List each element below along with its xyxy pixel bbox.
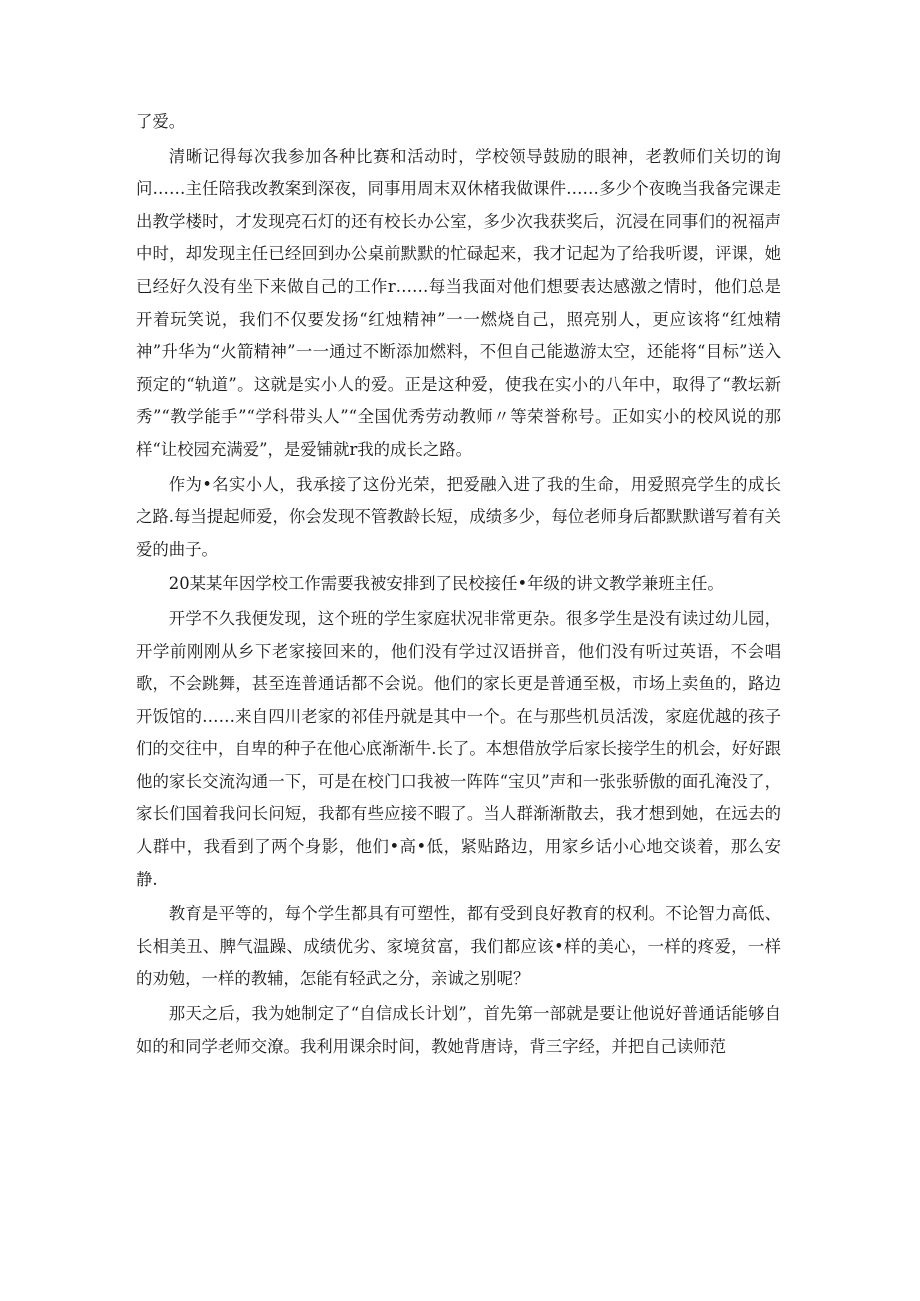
document-page bbox=[136, 106, 781, 1065]
paragraph-2: 清晰记得每次我参加各种比赛和活动时，学校领导鼓励的眼神，老教师们关切的询问……主任陪我改教案到深夜，同事用周末双休楮我做课件……多少个夜晚当我备完课走出教学楼时，才发现亮石灯的还有校长办公室，多少次我获奖后，沉浸在同事们的祝福声中时，却发现主任已经回到办公桌前默默的忙碌起来，我才记起为了给我听谡，评课，她已经好久没有坐下来做自己的工作r……每当我面对他们想要表达感激之情时，他们总是开着玩笑说，我们不仅要发扬“红烛精神”一一燃烧自己，照亮别人，更应该将“红烛精神”升华为“火箭精神”一一通过不断添加燃料，不但自己能遨游太空，还能将“目标”送入预定的“轨道”。这就是实小人的爱。正是这种爱，使我在实小的八年中，取得了“教坛新秀”“教学能手”“学科带头人”“全国优秀劳动教师〃等荣誉称号。正如实小的校风说的那样“让校园充满爱”，是爱铺就r我的成长之路。 bbox=[136, 146, 781, 459]
paragraph-6: 教育是平等的，每个学生都具有可塑性，都有受到良好教育的权利。不论智力高低、长相美丑、脾气温躁、成绩优劣、家境贫富，我们都应该•样的美心，一样的疼爱，一样的劝勉，一样的教辅，怎能有轻武之分，亲诚之别呢？ bbox=[136, 904, 781, 989]
paragraph-1: 了爱。 bbox=[136, 112, 186, 131]
paragraph-7: 那天之后，我为她制定了“自信成长计划”，首先第一部就是要让他说好普通话能够自如的和同学老师交潦。我利用课余时间，教她背唐诗，背三字经，并把自己读师范 bbox=[136, 1004, 781, 1056]
paragraph-3: 作为•名实小人，我承接了这份光荣，把爱融入进了我的生命，用爱照亮学生的成长之路.每当提起师爱，你会发现不管教龄长短，成绩多少，每位老师身后都默默谱写着有关爱的曲子。 bbox=[136, 474, 781, 559]
paragraph-5: 开学不久我便发现，这个班的学生家庭状况非常更杂。很多学生是没有读过幼儿园，开学前刚刚从乡下老家接回来的，他们没有学过汉语拼音，他们没有听过英语，不会唱歌，不会跳舞，甚至连普通话都不会说。他们的家长更是普通至极，市场上卖鱼的，路边开饭馆的……来自四川老家的祁佳丹就是其中一个。在与那些机员活泼，家庭优越的孩子们的交往中，自卑的种子在他心底渐渐牛.长了。本想借放学后家长接学生的机会，好好跟他的家长交流沟通一下，可是在校门口我被一阵阵“宝贝”声和一张张骄傲的面孔淹没了，家长们国着我问长问短，我都有些应接不暇了。当人群渐渐散去，我才想到她，在远去的人群中，我看到了两个身影，他们•高•低，紧贴路边，用家乡话小心地交谈着，那么安静. bbox=[136, 608, 781, 889]
paragraph-4: 20某某年因学校工作需要我被安排到了民校接任•年级的讲文教学兼班主任。 bbox=[168, 574, 724, 594]
